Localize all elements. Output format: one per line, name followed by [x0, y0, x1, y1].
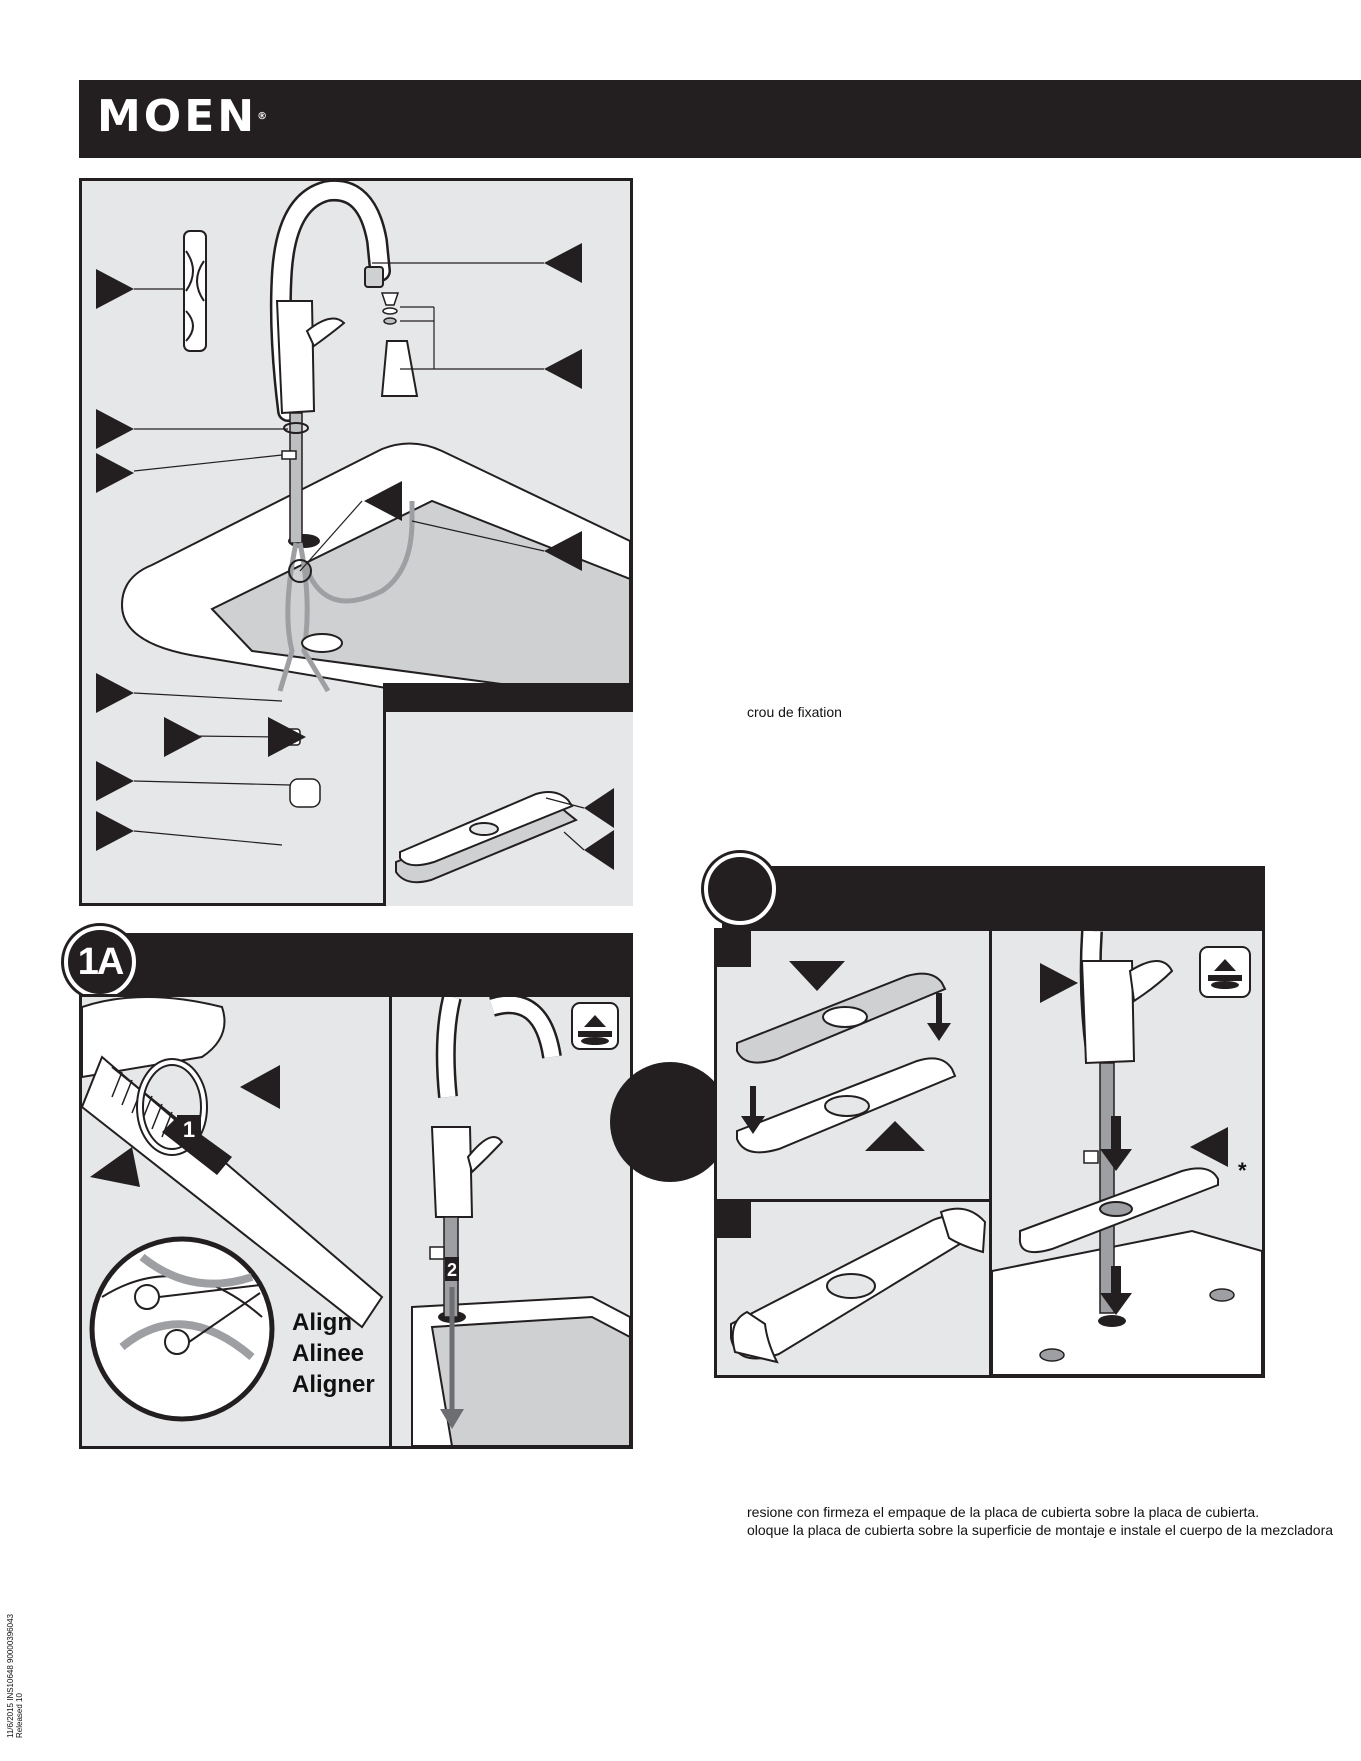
spanish-instruction-line-2: oloque la placa de cubierta sobre la superficie de montaje e instale el cuerpo de la mezcladora: [747, 1522, 1334, 1538]
asterisk-note-marker: *: [1238, 1158, 1247, 1183]
arrow-callout-1: [96, 269, 134, 309]
arrow-callout-8: [96, 811, 134, 851]
french-nut-fragment: crou de fixation: [747, 704, 842, 720]
step-1a-panel-left: [79, 994, 392, 1449]
align-label-es: Aligner: [292, 1371, 375, 1398]
step-1a-drop-number: 2: [446, 1260, 458, 1280]
align-label-en: Align: [292, 1309, 352, 1336]
step-1a-inset-number: 1: [182, 1117, 196, 1142]
arrow-callout-10: [544, 349, 582, 389]
deck-plate-illustration: [386, 712, 633, 906]
step-1b-bar: [722, 866, 1265, 928]
arrow-callout-4: [96, 673, 134, 713]
step-1a-bar: [79, 933, 633, 994]
step-divider-circle: [610, 1062, 730, 1182]
align-label-list: [292, 1307, 375, 1400]
spanish-instruction-line-1: resione con firmeza el empaque de la placa de cubierta sobre la placa de cubierta.: [747, 1504, 1260, 1520]
align-label-fr: Alinee: [292, 1340, 365, 1367]
arrow-callout-3: [96, 453, 134, 493]
step-1b-badge: [704, 853, 776, 925]
step-1b-panel-right: [989, 928, 1265, 1378]
arrow-callout-5: [164, 717, 202, 757]
step-1a-insert-illustration: [392, 997, 630, 1446]
step-1a-panel-right: [389, 994, 633, 1449]
step-1b-plates-illustration: [717, 931, 990, 1200]
step-1b-press-gasket-illustration: [717, 1202, 990, 1375]
arrow-callout-9: [544, 243, 582, 283]
arrow-callout-7: [96, 761, 134, 801]
step-1b-install-illustration: [992, 931, 1262, 1375]
below-deck-icon-2: [1200, 947, 1250, 997]
arrow-callout-6: [268, 717, 306, 757]
header-bar: [79, 80, 1361, 158]
deck-plate-inset: [383, 683, 633, 906]
step-1b-panel-left-top: [714, 928, 993, 1203]
step-1b-panel-left-bottom: [714, 1199, 993, 1378]
step-1a-badge: 1A: [64, 926, 136, 998]
side-document-code: 11/6/2015 INS10648 90000396043 Released 10: [6, 1614, 24, 1738]
deck-plate-inset-bar: [386, 686, 633, 712]
brand-logo: MOEN®: [97, 91, 268, 142]
arrow-callout-2: [96, 409, 134, 449]
